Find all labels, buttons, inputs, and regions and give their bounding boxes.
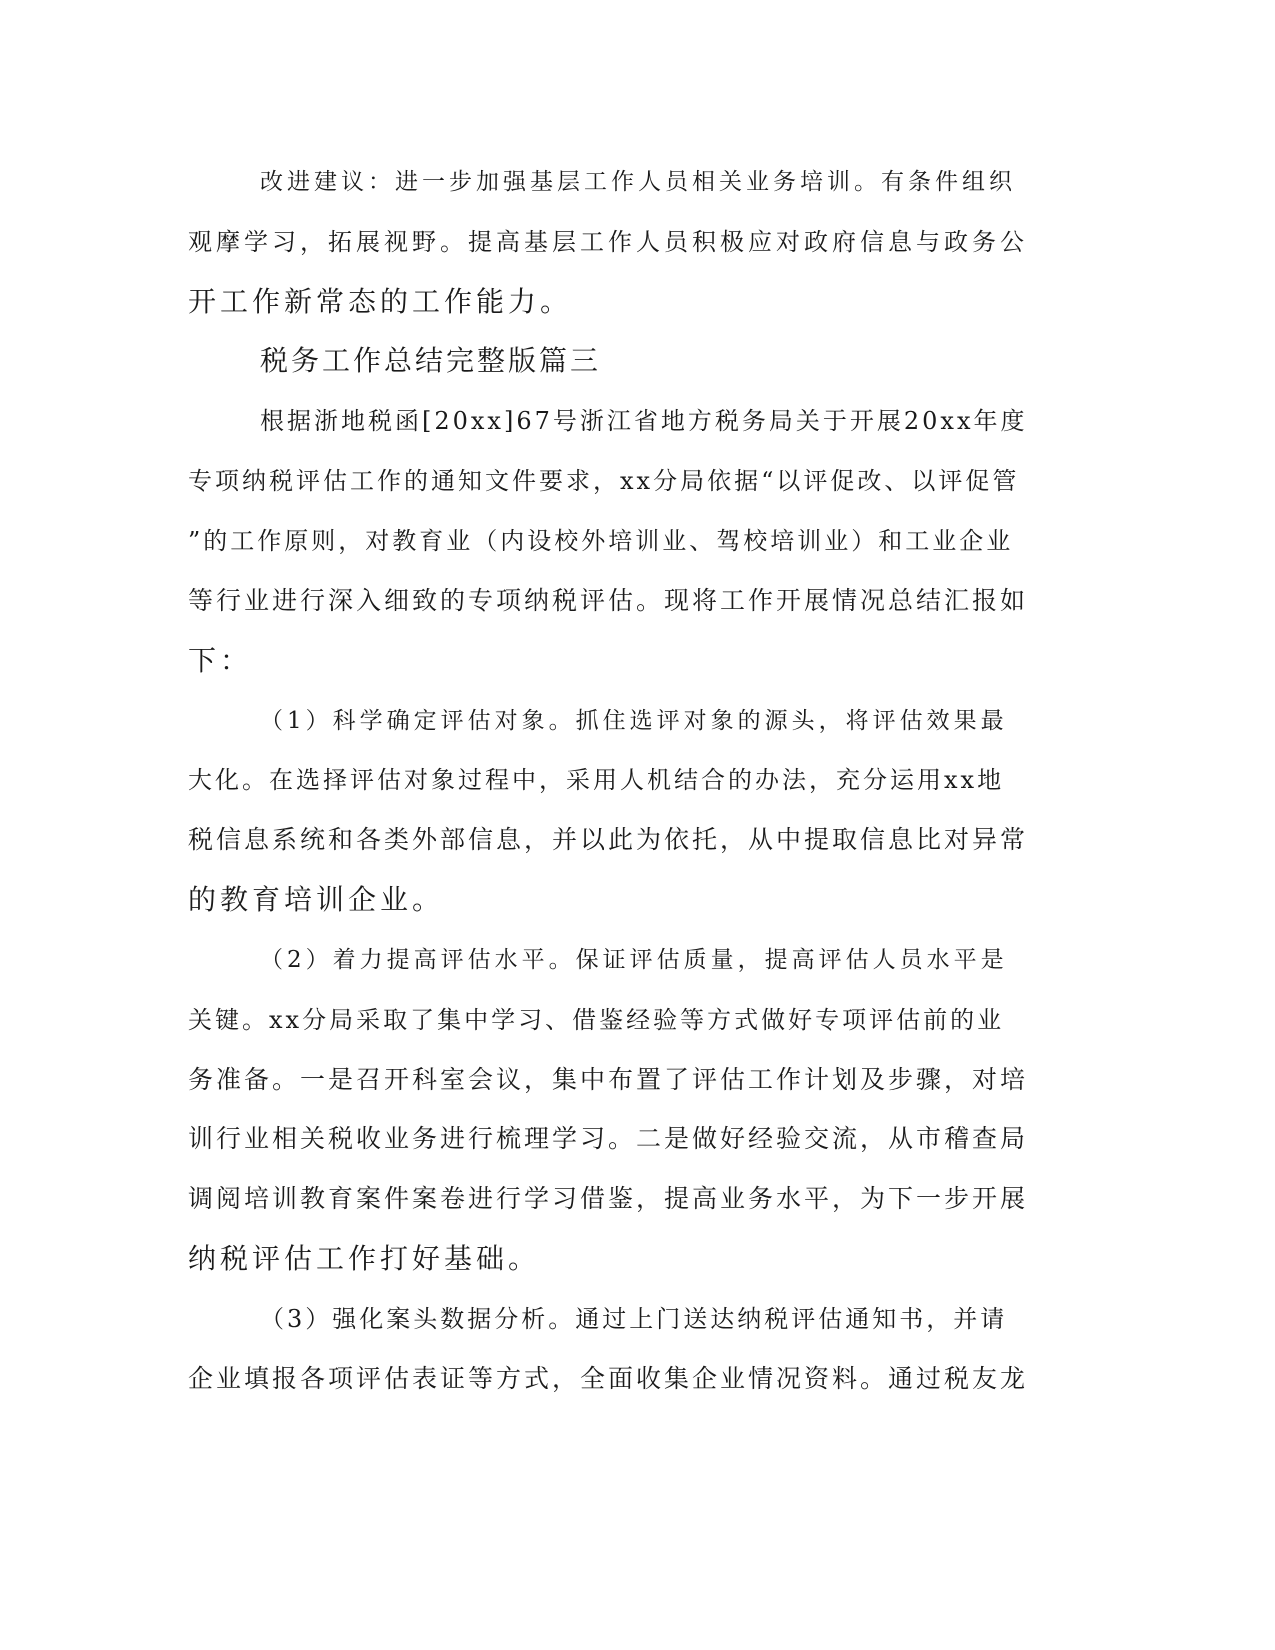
text-line: 改进建议：进一步加强基层工作人员相关业务培训。有条件组织 (260, 169, 1016, 195)
text-line: 税信息系统和各类外部信息，并以此为依托，从中提取信息比对异常 (188, 825, 1029, 854)
text-line: 训行业相关税收业务进行梳理学习。二是做好经验交流，从市稽查局 (188, 1124, 1029, 1153)
text-line: 企业填报各项评估表证等方式，全面收集企业情况资料。通过税友龙 (188, 1364, 1029, 1393)
text-line: 下： (188, 644, 253, 677)
text-line: 观摩学习，拓展视野。提高基层工作人员积极应对政府信息与政务公 (188, 228, 1028, 256)
text-line: 关键。xx分局采取了集中学习、借鉴经验等方式做好专项评估前的业 (188, 1006, 1005, 1034)
section-heading: 税务工作总结完整版篇三 (260, 344, 602, 377)
text-line: （3）强化案头数据分析。通过上门送达纳税评估通知书，并请 (260, 1305, 1008, 1333)
text-line: 专项纳税评估工作的通知文件要求，xx分局依据“以评促改、以评促管 (188, 467, 1020, 495)
text-line: （1）科学确定评估对象。抓住选评对象的源头，将评估效果最 (260, 708, 1008, 734)
text-line: 等行业进行深入细致的专项纳税评估。现将工作开展情况总结汇报如 (188, 586, 1029, 615)
text-line: 务准备。一是召开科室会议，集中布置了评估工作计划及步骤，对培 (188, 1065, 1029, 1094)
text-line: 的教育培训企业。 (188, 883, 445, 916)
text-line: 开工作新常态的工作能力。 (188, 285, 573, 318)
text-line: 调阅培训教育案件案卷进行学习借鉴，提高业务水平，为下一步开展 (188, 1184, 1029, 1213)
text-line: 根据浙地税函[20xx]67号浙江省地方税务局关于开展20xx年度 (260, 407, 1028, 435)
text-line: 纳税评估工作打好基础。 (188, 1242, 541, 1275)
text-line: ”的工作原则，对教育业（内设校外培训业、驾校培训业）和工业企业 (188, 527, 1014, 555)
text-line: 大化。在选择评估对象过程中，采用人机结合的办法，充分运用xx地 (188, 766, 1005, 794)
text-line: （2）着力提高评估水平。保证评估质量，提高评估人员水平是 (260, 947, 1008, 973)
